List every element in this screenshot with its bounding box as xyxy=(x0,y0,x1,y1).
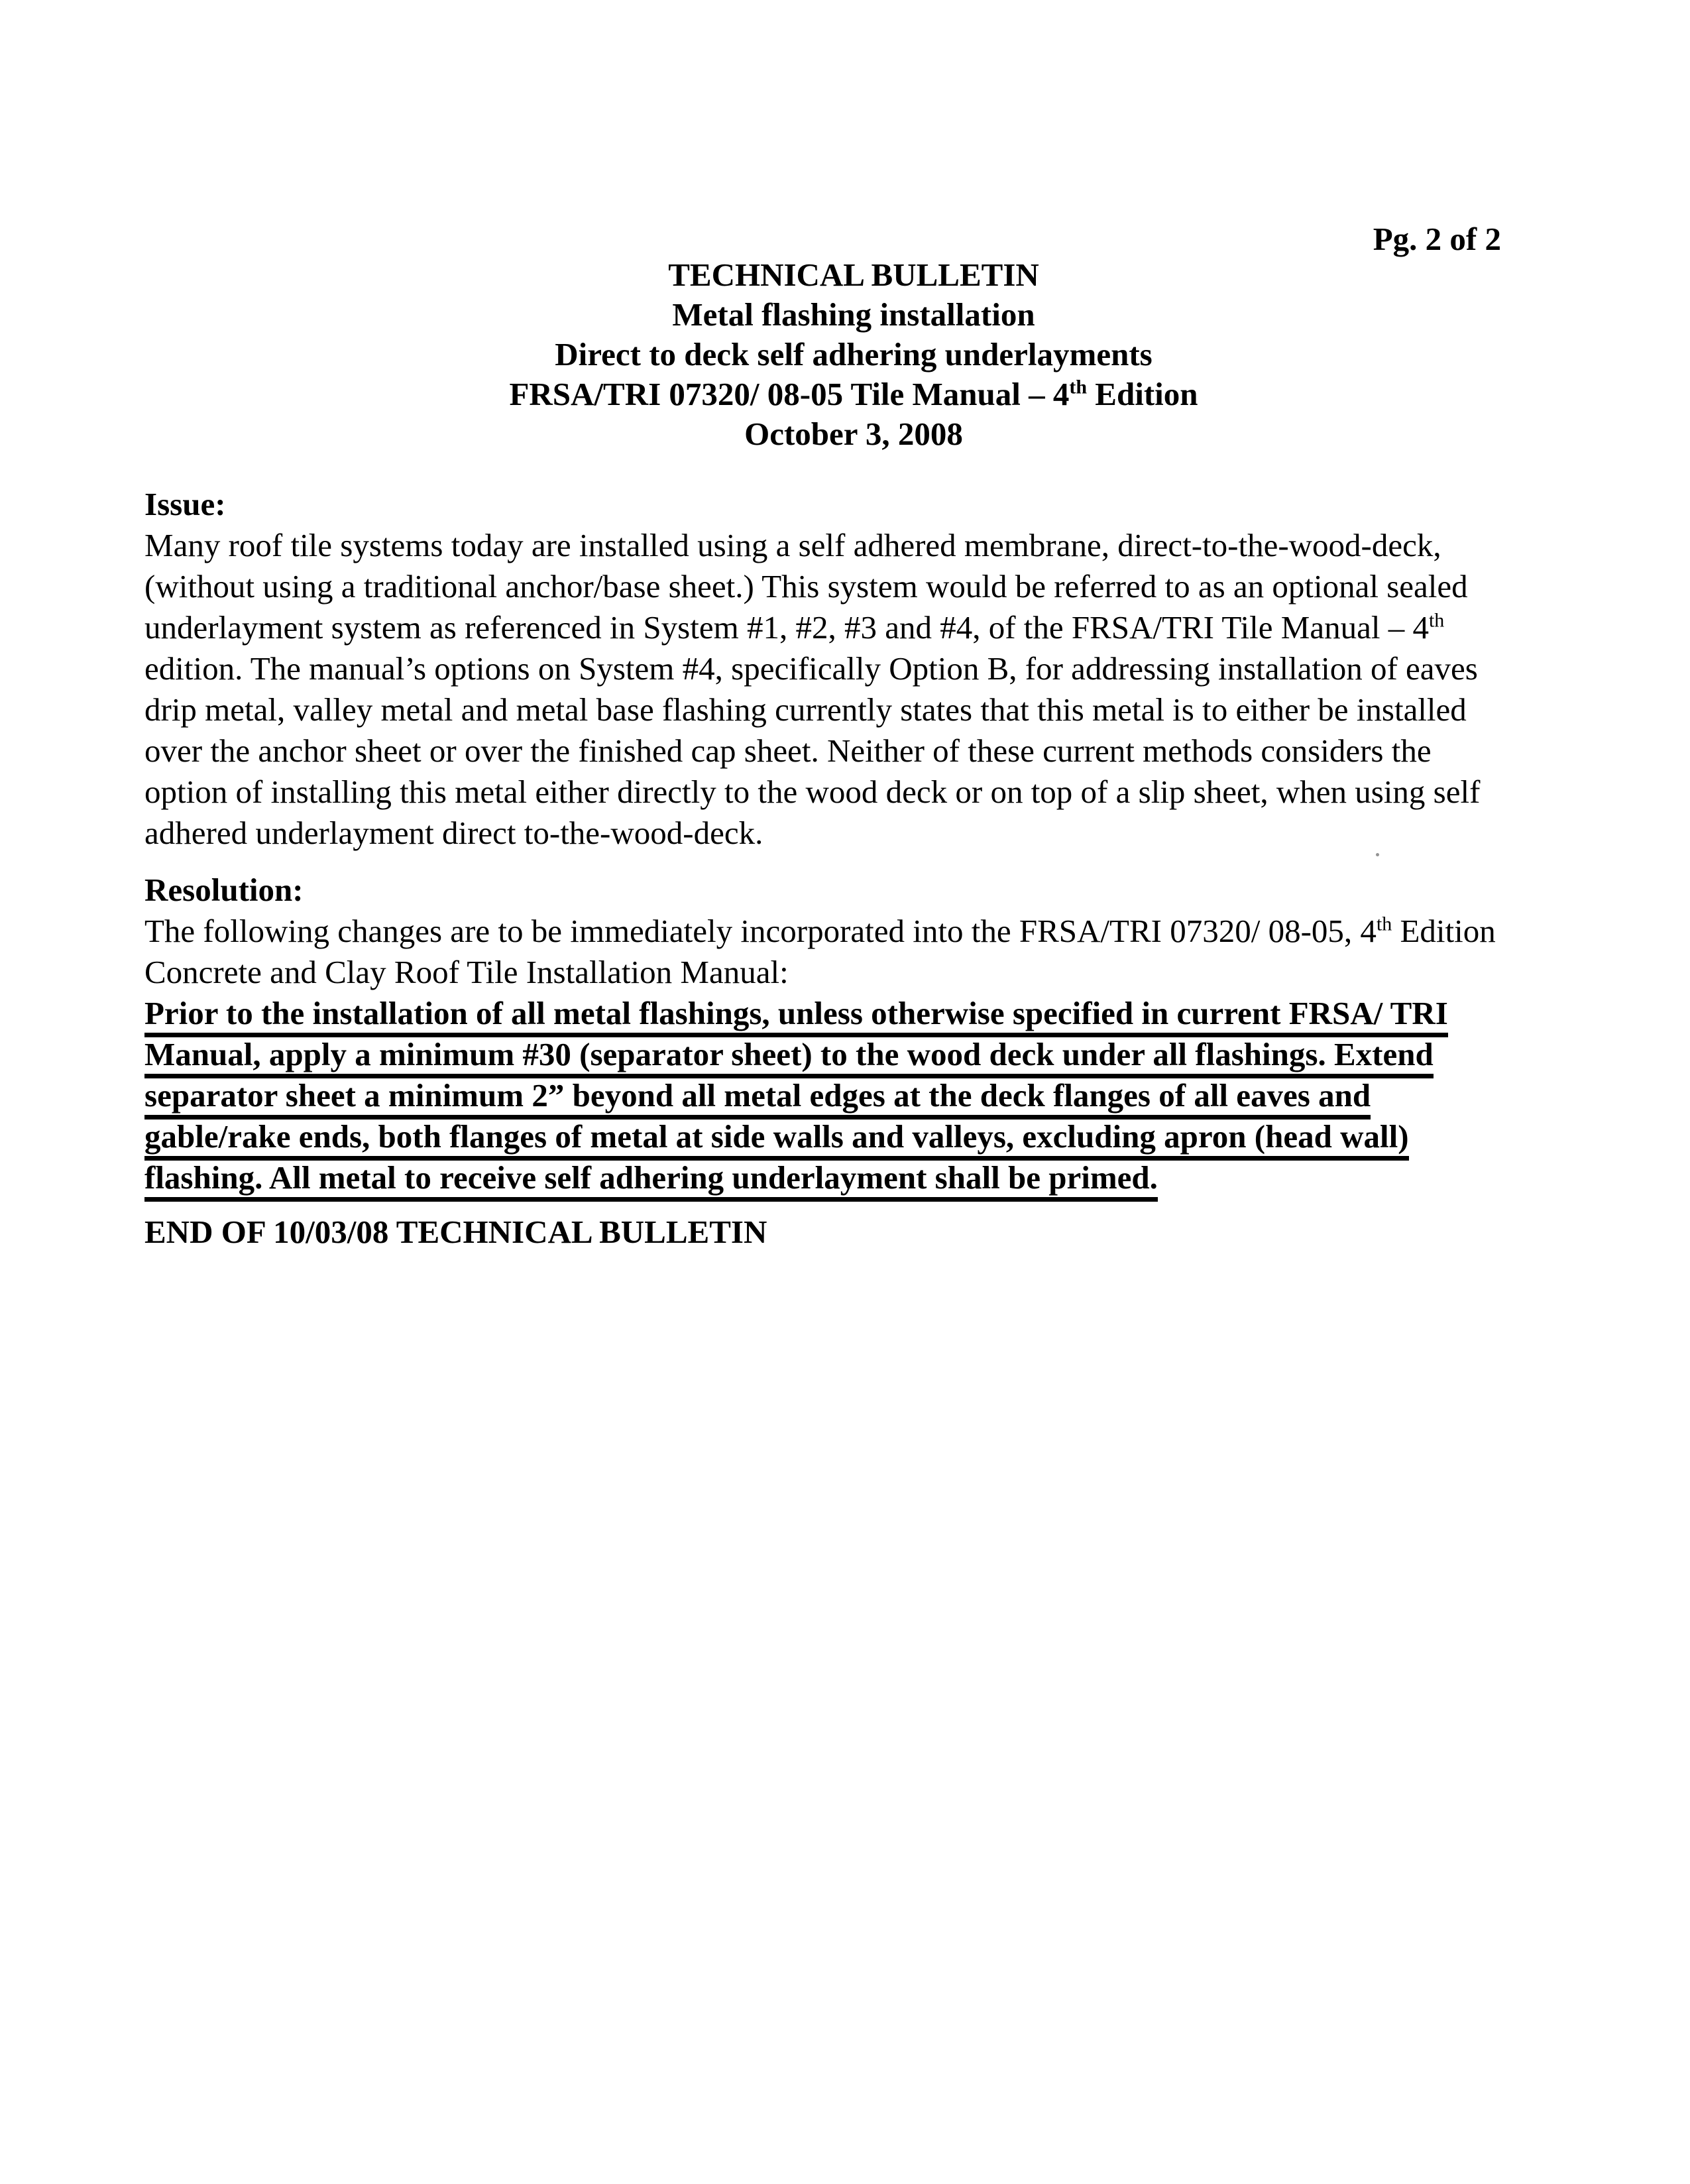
directive-line: gable/rake ends, both flanges of metal at side walls and valleys, excluding apron (head wall) xyxy=(144,1116,1511,1157)
issue-heading: Issue: xyxy=(144,486,226,522)
directive-line: Manual, apply a minimum #30 (separator sheet) to the wood deck under all flashings. Extend xyxy=(144,1034,1511,1075)
directive-line: separator sheet a minimum 2” beyond all metal edges at the deck flanges of all eaves and xyxy=(144,1075,1511,1116)
issue-line: drip metal, valley metal and metal base flashing currently states that this metal is to either be installed xyxy=(144,691,1467,728)
title-block xyxy=(0,255,1690,454)
title-line: Direct to deck self adhering underlayments xyxy=(555,336,1153,373)
title-line: Metal flashing installation xyxy=(672,296,1035,333)
issue-line: option of installing this metal either directly to the wood deck or on top of a slip sheet, when using self xyxy=(144,774,1481,810)
resolution-line: Concrete and Clay Roof Tile Installation Manual: xyxy=(144,954,789,990)
issue-line: adhered underlayment direct to-the-wood-deck. xyxy=(144,815,763,851)
issue-paragraph xyxy=(144,525,1511,854)
issue-line: underlayment system as referenced in System #1, #2, #3 and #4, of the FRSA/TRI Tile Manual – 4th xyxy=(144,609,1445,646)
title-line: October 3, 2008 xyxy=(744,416,963,452)
resolution-section xyxy=(144,870,1511,1198)
page-indicator: Pg. 2 of 2 xyxy=(1373,221,1501,257)
content-column xyxy=(144,484,1511,1253)
resolution-directive xyxy=(144,993,1511,1198)
issue-line: edition. The manual’s options on System #4, specifically Option B, for addressing installation of eaves xyxy=(144,650,1478,687)
issue-line: over the anchor sheet or over the finished cap sheet. Neither of these current methods considers the xyxy=(144,732,1432,769)
directive-line: Prior to the installation of all metal flashings, unless otherwise specified in current FRSA/ TRI xyxy=(144,993,1511,1034)
issue-line: (without using a traditional anchor/base sheet.) This system would be referred to as an optional sealed xyxy=(144,568,1468,604)
resolution-line: The following changes are to be immediately incorporated into the FRSA/TRI 07320/ 08-05, 4th Edition xyxy=(144,913,1496,949)
issue-section xyxy=(144,484,1511,854)
title-line: FRSA/TRI 07320/ 08-05 Tile Manual – 4th Edition xyxy=(509,376,1198,412)
resolution-heading: Resolution: xyxy=(144,872,304,908)
directive-line: flashing. All metal to receive self adhering underlayment shall be primed. xyxy=(144,1157,1511,1198)
scan-artifact-dot xyxy=(1376,853,1379,856)
end-of-bulletin-line: END OF 10/03/08 TECHNICAL BULLETIN xyxy=(144,1214,767,1250)
issue-line: Many roof tile systems today are installed using a self adhered membrane, direct-to-the-wood-deck, xyxy=(144,527,1441,563)
resolution-paragraph xyxy=(144,911,1511,993)
title-line: TECHNICAL BULLETIN xyxy=(668,257,1039,293)
